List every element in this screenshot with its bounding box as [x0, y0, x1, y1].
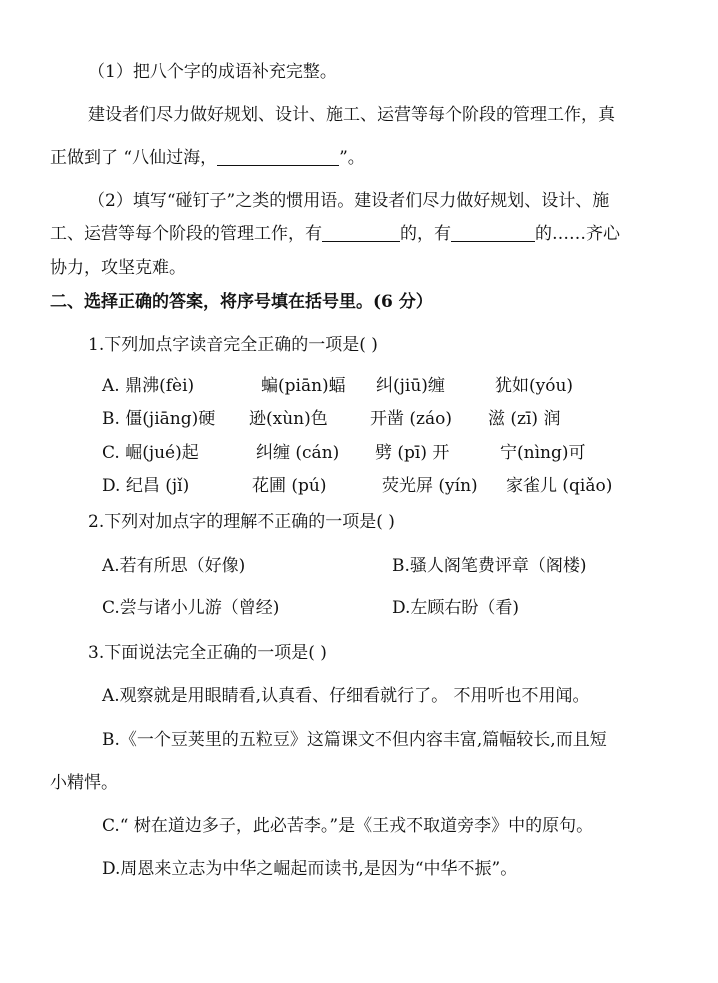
q2-option-b: B.骚人阁笔费评章（阁楼)	[392, 556, 587, 576]
q2-option-d: D.左顾右盼（看)	[392, 598, 520, 618]
q3-option-a: A.观察就是用眼睛看,认真看、仔细看就行了。 不用听也不用闻。	[102, 686, 590, 706]
q1-row-b-col1: B. 僵(jiāng)硬	[102, 409, 216, 429]
q3-stem: 3.下面说法完全正确的一项是( )	[88, 643, 327, 663]
q1-row-c-col1: C. 崛(jué)起	[102, 443, 199, 463]
idiom-blank-1	[322, 223, 400, 242]
item2-line1: （2）填写“碰钉子”之类的惯用语。建设者们尽力做好规划、设计、施	[88, 191, 610, 211]
item2-line3: 协力，攻坚克难。	[50, 258, 186, 278]
q3-option-b-line1: B.《一个豆荚里的五粒豆》这篇课文不但内容丰富,篇幅较长,而且短	[102, 730, 607, 750]
item1-line1: 建设者们尽力做好规划、设计、施工、运营等每个阶段的管理工作，真	[88, 105, 615, 125]
q1-stem: 1.下列加点字读音完全正确的一项是( )	[88, 335, 378, 355]
q2-stem: 2.下列对加点字的理解不正确的一项是( )	[88, 512, 395, 532]
idiom-answer-blank	[217, 147, 339, 166]
q1-row-b-col3: 开凿 (záo)	[370, 409, 452, 429]
item2-line2-mid: 的，有	[400, 224, 451, 244]
q1-row-b-col2: 逊(xùn)色	[249, 409, 328, 429]
item1-line2-suffix: ”。	[339, 148, 365, 168]
q1-row-d-col1: D. 纪昌 (jǐ)	[102, 476, 190, 496]
item2-line2-suffix: 的……齐心	[535, 224, 620, 244]
idiom-blank-2	[451, 223, 535, 242]
section2-heading: 二、选择正确的答案，将序号填在括号里。(6 分）	[50, 292, 433, 312]
q1-row-a-col4: 犹如(yóu)	[495, 376, 574, 396]
q1-row-a-col1: A. 鼎沸(fèi)	[102, 376, 195, 396]
q1-row-a-col3: 纠(jiū)缠	[376, 376, 445, 396]
q1-row-d-col4: 家雀儿 (qiǎo)	[506, 476, 613, 496]
item2-line2	[50, 222, 620, 246]
q3-option-c: C.“ 树在道边多子，此必苦李。”是《王戎不取道旁李》中的原句。	[102, 816, 594, 836]
q1-row-b-col4: 滋 (zī) 润	[488, 409, 561, 429]
q2-option-c: C.尝与诸小儿游（曾经)	[102, 598, 280, 618]
q3-option-d: D.周恩来立志为中华之崛起而读书,是因为“中华不振”。	[102, 859, 518, 879]
item1-line2-prefix: 正做到了 “八仙过海，	[50, 148, 218, 168]
q1-row-d-col2: 花圃 (pú)	[252, 476, 327, 496]
q3-option-b-line2: 小精悍。	[50, 773, 118, 793]
q1-row-c-col3: 劈 (pī) 开	[375, 443, 450, 463]
q1-row-a-col2: 蝙(piān)蝠	[261, 376, 346, 396]
q2-option-a: A.若有所思（好像)	[102, 556, 246, 576]
item2-line2-prefix: 工、运营等每个阶段的管理工作，有	[50, 224, 322, 244]
q1-row-d-col3: 荧光屏 (yín)	[382, 476, 478, 496]
q1-row-c-col4: 宁(nìng)可	[500, 443, 586, 463]
q1-row-c-col2: 纠缠 (cán)	[256, 443, 340, 463]
item1-label: （1）把八个字的成语补充完整。	[88, 62, 337, 82]
item1-line2	[50, 146, 365, 170]
